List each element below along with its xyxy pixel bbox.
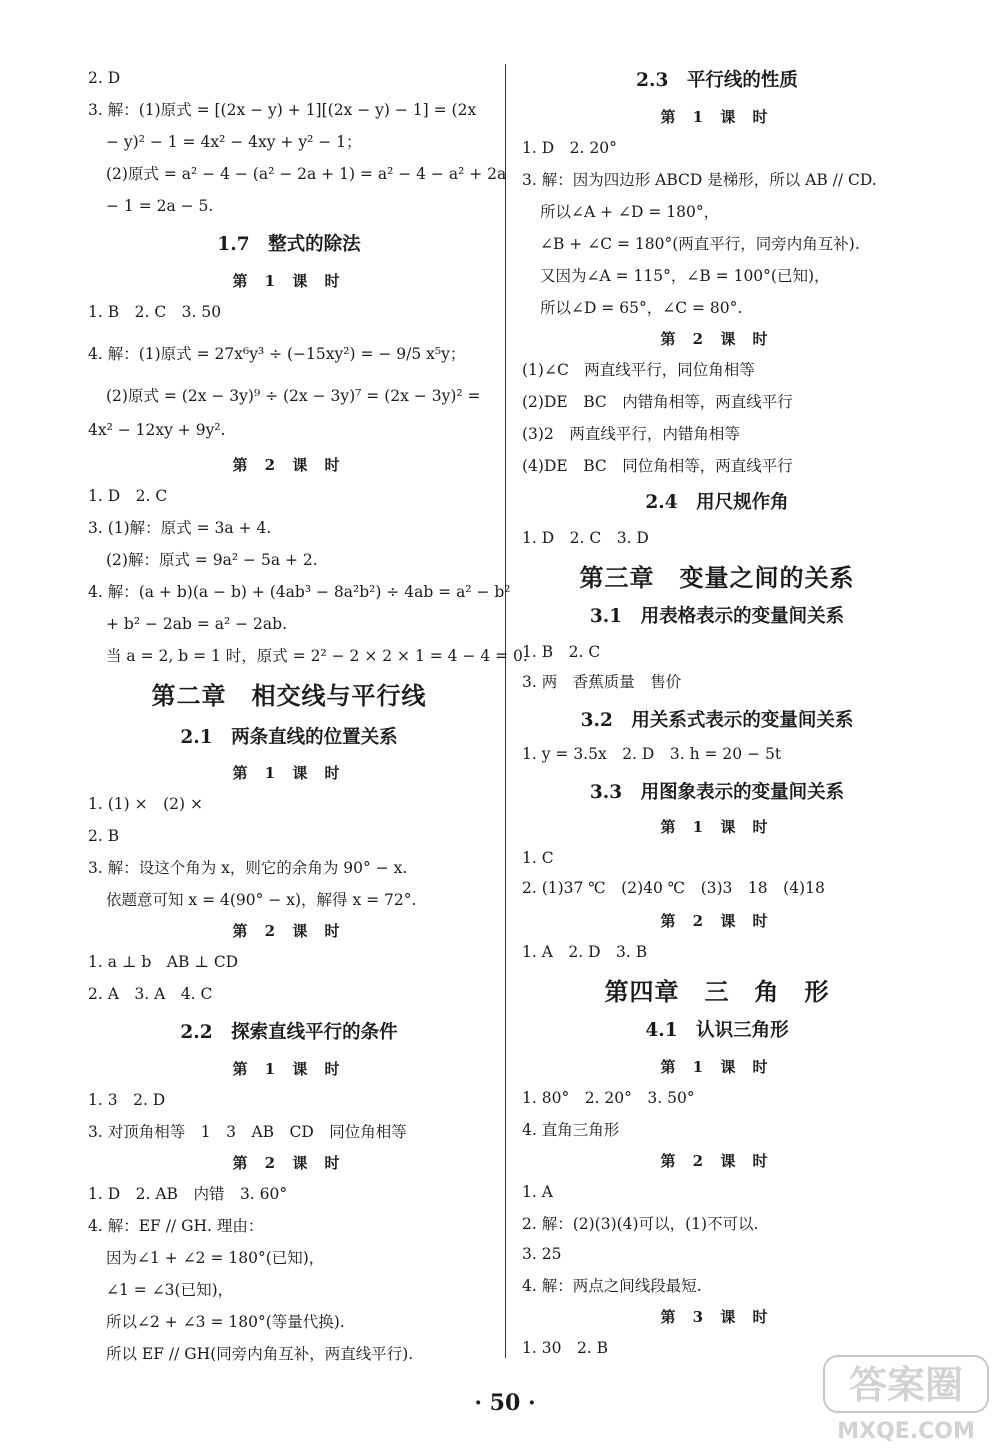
- answer-line: 1. 30 2. B: [522, 1339, 609, 1357]
- answer-line: (1)∠C 两直线平行，同位角相等: [522, 361, 755, 379]
- answer-line: 4. 解：(1)原式 = 27x⁶y³ ÷ (−15xy²) = − 9/5 x⁵y；: [88, 345, 466, 363]
- lesson-heading: 第 1 课 时: [660, 818, 774, 836]
- page-number: · 50 ·: [474, 1390, 536, 1416]
- answer-line: 3. 对顶角相等 1 3 AB CD 同位角相等: [88, 1123, 407, 1141]
- answer-line: 3. 解：(1)原式 = [(2x − y) + 1][(2x − y) − 1] = (2x: [88, 101, 477, 119]
- answer-line: (3)2 两直线平行，内错角相等: [522, 425, 740, 443]
- answer-line: (4)DE BC 同位角相等，两直线平行: [522, 457, 793, 475]
- answer-line: 1. A: [522, 1183, 553, 1201]
- answer-line: 1. C: [522, 849, 554, 867]
- answer-line: 3. 25: [522, 1245, 562, 1263]
- answer-line: 1. B 2. C 3. 50: [88, 303, 222, 321]
- answer-line: 4x² − 12xy + 9y².: [88, 421, 226, 439]
- watermark-url: MXQE.COM: [837, 1419, 975, 1444]
- lesson-heading: 第 2 课 时: [232, 1154, 346, 1172]
- watermark-logo: [818, 1352, 994, 1448]
- answer-line: 所以∠D = 65°，∠C = 80°.: [540, 299, 743, 317]
- answer-line: 3. 解：设这个角为 x，则它的余角为 90° − x.: [88, 859, 408, 877]
- answer-line: 4. 解：两点之间线段最短.: [522, 1277, 702, 1295]
- answer-line: 1. D 2. C: [88, 487, 168, 505]
- answer-line: 所以∠A + ∠D = 180°，: [540, 203, 720, 221]
- answer-line: 因为∠1 + ∠2 = 180°(已知)，: [106, 1249, 325, 1267]
- answer-line: 2. A 3. A 4. C: [88, 985, 213, 1003]
- lesson-heading: 第 1 课 时: [660, 108, 774, 126]
- section-heading: 1.7 整式的除法: [217, 234, 361, 255]
- lesson-heading: 第 2 课 时: [232, 456, 346, 474]
- answer-line: 1. (1) × (2) ×: [88, 795, 203, 813]
- answer-line: 1. B 2. C: [522, 643, 601, 661]
- answer-line: 1. D 2. C 3. D: [522, 529, 649, 547]
- lesson-heading: 第 2 课 时: [232, 922, 346, 940]
- answer-line: 1. D 2. AB 内错 3. 60°: [88, 1185, 288, 1203]
- section-heading: 3.2 用关系式表示的变量间关系: [580, 710, 854, 731]
- answer-line: ∠B + ∠C = 180°(两直平行，同旁内角互补).: [540, 235, 860, 253]
- answer-line: (2)原式 = a² − 4 − (a² − 2a + 1) = a² − 4 − a² + 2a: [106, 165, 507, 183]
- answer-line: 所以∠2 + ∠3 = 180°(等量代换).: [106, 1313, 345, 1331]
- answer-line: 4. 解：(a + b)(a − b) + (4ab³ − 8a²b²) ÷ 4ab = a² − b²: [88, 583, 511, 601]
- answer-line: − y)² − 1 = 4x² − 4xy + y² − 1；: [106, 133, 362, 151]
- answer-line: 4. 直角三角形: [522, 1121, 620, 1139]
- column-divider: [505, 64, 506, 1358]
- answer-line: (2)DE BC 内错角相等，两直线平行: [522, 393, 793, 411]
- answer-line: (2)原式 = (2x − 3y)⁹ ÷ (2x − 3y)⁷ = (2x − 3y)² =: [106, 387, 481, 405]
- section-heading: 2.1 两条直线的位置关系: [180, 727, 398, 748]
- answer-line: 1. D 2. 20°: [522, 139, 617, 157]
- section-heading: 2.3 平行线的性质: [636, 70, 798, 91]
- lesson-heading: 第 2 课 时: [660, 330, 774, 348]
- answer-line: 1. y = 3.5x 2. D 3. h = 20 − 5t: [522, 745, 782, 763]
- answer-line: 1. 3 2. D: [88, 1091, 166, 1109]
- answer-line: 3. (1)解：原式 = 3a + 4.: [88, 519, 272, 537]
- section-heading: 4.1 认识三角形: [645, 1020, 789, 1041]
- lesson-heading: 第 1 课 时: [232, 764, 346, 782]
- lesson-heading: 第 3 课 时: [660, 1308, 774, 1326]
- answer-line: (2)解：原式 = 9a² − 5a + 2.: [106, 551, 318, 569]
- watermark-cn: 答案圈: [848, 1363, 964, 1407]
- answer-line: 2. 解：(2)(3)(4)可以，(1)不可以.: [522, 1215, 759, 1233]
- answer-line: + b² − 2ab = a² − 2ab.: [106, 615, 288, 633]
- answer-line: 1. A 2. D 3. B: [522, 943, 648, 961]
- answer-line: ∠1 = ∠3(已知)，: [106, 1281, 234, 1299]
- chapter-heading: 第四章 三 角 形: [604, 977, 830, 1006]
- chapter-heading: 第三章 变量之间的关系: [579, 563, 855, 592]
- section-heading: 2.2 探索直线平行的条件: [180, 1022, 398, 1043]
- answer-line: 1. a ⊥ b AB ⊥ CD: [88, 953, 239, 971]
- answer-line: 当 a = 2, b = 1 时，原式 = 2² − 2 × 2 × 1 = 4 − 4 = 0.: [106, 647, 528, 665]
- lesson-heading: 第 2 课 时: [660, 912, 774, 930]
- answer-line: 4. 解：EF // GH. 理由：: [88, 1217, 264, 1235]
- answer-line: − 1 = 2a − 5.: [106, 197, 214, 215]
- answer-line: 2. D: [88, 69, 121, 87]
- section-heading: 3.1 用表格表示的变量间关系: [589, 606, 845, 627]
- answer-line: 2. (1)37 ℃ (2)40 ℃ (3)3 18 (4)18: [522, 879, 825, 897]
- answer-line: 2. B: [88, 827, 120, 845]
- answer-line: 依题意可知 x = 4(90° − x)，解得 x = 72°.: [106, 891, 417, 909]
- section-heading: 2.4 用尺规作角: [645, 492, 789, 513]
- answer-line: 1. 80° 2. 20° 3. 50°: [522, 1089, 695, 1107]
- lesson-heading: 第 1 课 时: [660, 1058, 774, 1076]
- answer-line: 所以 EF // GH(同旁内角互补，两直线平行).: [106, 1345, 414, 1363]
- answer-line: 3. 两 香蕉质量 售价: [522, 673, 682, 691]
- lesson-heading: 第 2 课 时: [660, 1152, 774, 1170]
- section-heading: 3.3 用图象表示的变量间关系: [589, 782, 845, 803]
- answer-line: 又因为∠A = 115°，∠B = 100°(已知)，: [540, 267, 830, 285]
- answer-line: 3. 解：因为四边形 ABCD 是梯形，所以 AB // CD.: [522, 171, 877, 189]
- lesson-heading: 第 1 课 时: [232, 1060, 346, 1078]
- chapter-heading: 第二章 相交线与平行线: [151, 681, 427, 710]
- lesson-heading: 第 1 课 时: [232, 272, 346, 290]
